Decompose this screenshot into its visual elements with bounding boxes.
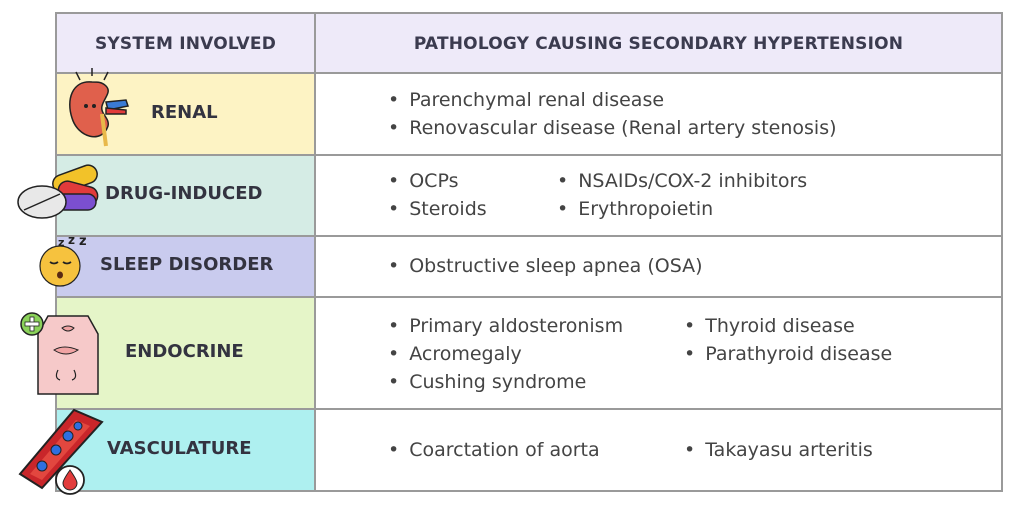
list-item: • Takayasu arteritis: [684, 436, 873, 464]
list-item: • OCPs: [388, 167, 487, 195]
svg-text:z: z: [68, 234, 75, 247]
pathology-cell: [316, 237, 1001, 296]
list-item: • Parathyroid disease: [684, 340, 892, 368]
endocrine-body-icon: [18, 308, 110, 398]
pathology-cell: [316, 156, 1001, 235]
table-header-row: [57, 14, 1001, 72]
system-label: ENDOCRINE: [125, 341, 244, 362]
list-item: • Obstructive sleep apnea (OSA): [388, 252, 703, 280]
header-pathology: PATHOLOGY CAUSING SECONDARY HYPERTENSION: [413, 34, 904, 54]
svg-text:z: z: [58, 236, 65, 249]
system-label: RENAL: [151, 102, 218, 123]
table-row-vasculature: [57, 408, 1001, 490]
pathology-list: [388, 436, 600, 464]
list-item: • Thyroid disease: [684, 312, 892, 340]
table-row-renal: [57, 72, 1001, 154]
pathology-list-col2: [684, 436, 873, 464]
pathology-list: [388, 167, 487, 223]
sleeping-face-icon: [36, 234, 96, 288]
blood-vessel-icon: [12, 404, 110, 500]
kidney-icon: [62, 66, 134, 150]
system-label: DRUG-INDUCED: [105, 183, 263, 204]
list-item: • Parenchymal renal disease: [388, 86, 837, 114]
header-system-involved: SYSTEM INVOLVED: [94, 34, 277, 54]
table-row-sleep-disorder: [57, 235, 1001, 296]
pathology-list: [388, 252, 703, 280]
pathology-list: [388, 312, 623, 396]
header-right-cell: [316, 14, 1001, 72]
hypertension-table: [55, 12, 1003, 492]
list-item: • Acromegaly: [388, 340, 623, 368]
list-item: • Cushing syndrome: [388, 368, 623, 396]
list-item: • Coarctation of aorta: [388, 436, 600, 464]
pathology-cell: [316, 298, 1001, 408]
table-row-drug-induced: [57, 154, 1001, 235]
system-label: VASCULATURE: [107, 438, 252, 459]
svg-text:z: z: [79, 234, 87, 249]
pathology-list: [388, 86, 837, 142]
pathology-cell: [316, 74, 1001, 154]
list-item: • Erythropoietin: [557, 195, 807, 223]
system-label: SLEEP DISORDER: [100, 254, 274, 275]
pathology-list-col2: [684, 312, 892, 368]
pathology-list-col2: [557, 167, 807, 223]
list-item: • Primary aldosteronism: [388, 312, 623, 340]
list-item: • Steroids: [388, 195, 487, 223]
list-item: • Renovascular disease (Renal artery stenosis): [388, 114, 837, 142]
table-row-endocrine: [57, 296, 1001, 408]
list-item: • NSAIDs/COX-2 inhibitors: [557, 167, 807, 195]
pathology-cell: [316, 410, 1001, 490]
header-left-cell: [57, 14, 316, 72]
pills-icon: [12, 160, 104, 224]
